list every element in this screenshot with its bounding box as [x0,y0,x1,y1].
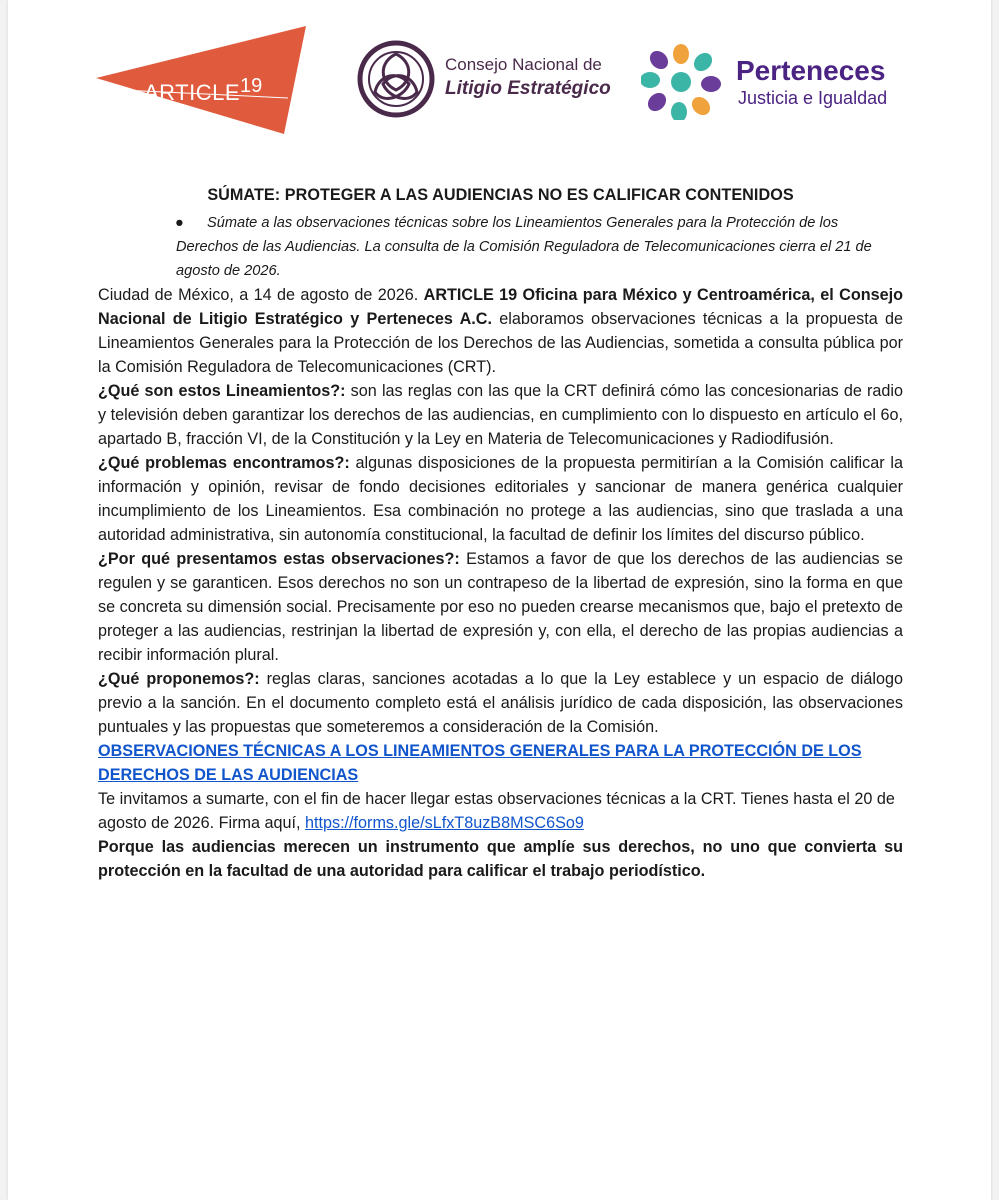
section-why [98,547,903,667]
perteneces-logo [641,44,941,120]
section-question: ¿Qué problemas encontramos?: [98,454,350,472]
intro-text: elaboramos observaciones técnicas a la propuesta de Lineamientos Generales para la Protección de los Derechos de las Audiencias, sometida a consulta pública por la Comisión Reguladora de Telecomunicaciones (CRT). [98,310,903,376]
people-circle-icon [641,44,721,120]
section-text: Estamos a favor de que los derechos de las audiencias se regulen y se garanticen. Esos derechos no son un contrapeso de la libertad de expresión, sino la forma en que se concreta su dimensión social. Precisamente por eso no pueden crearse mecanismos que, bajo el pretexto de proteger a las audiencias, restrinjan la libertad de expresión y, con ella, el derecho de las propias audiencias a recibir información plural. [98,550,903,664]
knot-emblem-icon [360,43,432,115]
document-link-paragraph [98,739,903,787]
lead-text: Súmate a las observaciones técnicas sobre los Lineamientos Generales para la Protección de los Derechos de las Audiencias. La consulta de la Comisión Reguladora de Telecomunicaciones cierra el 21 de agosto de 2026. [176,215,872,279]
article19-logo [88,26,308,136]
intro-paragraph [98,283,903,379]
article19-wordmark: ARTICLE [144,80,241,105]
press-release-body [98,183,903,883]
section-problems [98,451,903,547]
section-question: ¿Qué son estos Lineamientos?: [98,382,346,400]
page-title: SÚMATE: PROTEGER A LAS AUDIENCIAS NO ES CALIFICAR CONTENIDOS [207,186,794,204]
signature-form-link[interactable]: https://forms.gle/sLfxT8uzB8MSC6So9 [304,814,584,832]
intro-organizations: ARTICLE 19 Oficina para México y Centroamérica, el Consejo Nacional de Litigio Estratégico y Perteneces A.C. [98,286,903,328]
document-page [8,0,991,1200]
logo-bar [8,0,991,150]
consejo-line1: Consejo Nacional de [445,55,602,74]
section-question: ¿Por qué presentamos estas observaciones?: [98,550,460,568]
consejo-nacional-logo [351,34,621,124]
section-text: son las reglas con las que la CRT definirá cómo las concesionarias de radio y televisión deben garantizar los derechos de las audiencias, en cumplimiento con lo dispuesto en artículo el 6o, apartado B, fracción VI, de la Constitución y la Ley en Materia de Telecomunicaciones y Radiodifusión. [98,382,903,448]
invite-paragraph [98,787,903,835]
closing-statement: Porque las audiencias merecen un instrumento que amplíe sus derechos, no uno que convierta su protección en la facultad de una autoridad para calificar el trabajo periodístico. [98,838,903,880]
perteneces-tagline: Justicia e Igualdad [738,88,888,108]
section-question: ¿Qué proponemos?: [98,670,260,688]
consejo-line2: Litigio Estratégico [445,78,611,99]
invite-text: Te invitamos a sumarte, con el fin de hacer llegar estas observaciones técnicas a la CRT. Tienes hasta el 20 de agosto de 2026. Firma aquí, [98,790,895,832]
section-text: reglas claras, sanciones acotadas a lo que la Ley establece y un espacio de diálogo previo a la sanción. En el documento completo está el análisis jurídico de cada disposición, las observaciones puntuales y las propuestas que someteremos a consideración de la Comisión. [98,670,904,736]
intro-dateline: Ciudad de México, a 14 de agosto de 2026. [98,286,424,304]
perteneces-wordmark: Perteneces [736,55,886,86]
section-proposals [98,667,903,739]
technical-observations-link[interactable]: OBSERVACIONES TÉCNICAS A LOS LINEAMIENTOS GENERALES PARA LA PROTECCIÓN DE LOS DERECHOS DE LAS AUDIENCIAS [98,742,862,784]
bullet-icon: ● [175,215,184,231]
lead-bullet [98,211,903,283]
article19-number: 19 [240,75,263,97]
section-what-are-guidelines [98,379,903,451]
section-text: algunas disposiciones de la propuesta permitirían a la Comisión calificar la información y opinión, revisar de fondo decisiones editoriales y sancionar de manera genérica cualquier incumplimiento de los Lineamientos. Esa combinación no protege a las audiencias, sino que traslada a una autoridad administrativa, sin autonomía constitucional, la facultad de definir los límites del discurso público. [98,454,903,544]
